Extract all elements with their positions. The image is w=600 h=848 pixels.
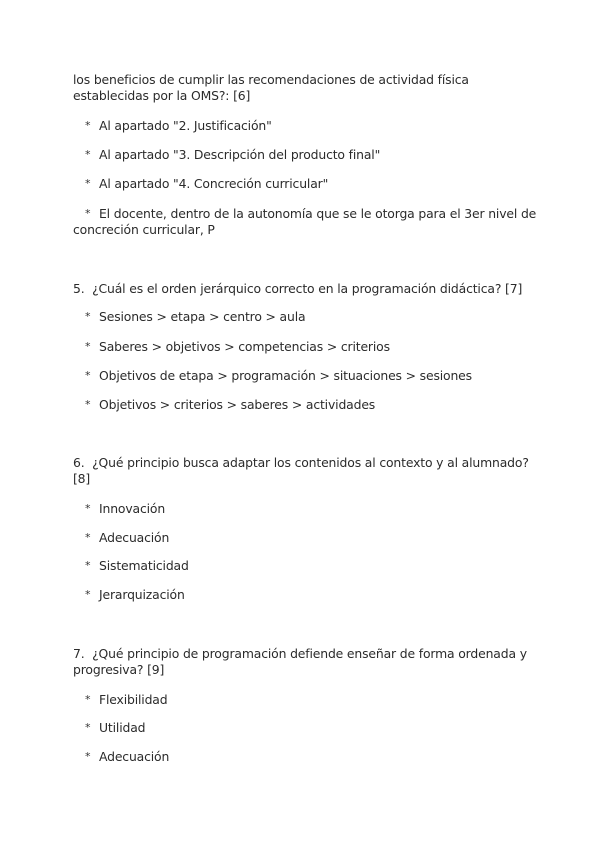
option-text: Objetivos de etapa > programación > situaciones > sesiones [99, 368, 472, 383]
question-6-option [73, 501, 543, 517]
option-text: Innovación [99, 501, 166, 516]
bullet-icon: * [85, 502, 91, 515]
bullet-icon: * [85, 531, 91, 544]
bullet-icon: * [85, 340, 91, 353]
option-text: Al apartado "3. Descripción del producto final" [99, 147, 381, 162]
intro-option [73, 118, 543, 134]
intro-text: los beneficios de cumplir las recomendaciones de actividad física establecidas por la OMS?: [6] [73, 72, 469, 103]
question-5-option [73, 309, 543, 325]
question-7-option [73, 692, 543, 708]
question-text: ¿Qué principio busca adaptar los contenidos al contexto y al alumnado? [8] [73, 455, 529, 486]
question-7 [73, 646, 543, 678]
option-text: Saberes > objetivos > competencias > criterios [99, 339, 390, 354]
question-5-option [73, 339, 543, 355]
question-6 [73, 455, 543, 487]
bullet-icon: * [85, 369, 91, 382]
bullet-icon: * [85, 693, 91, 706]
question-text: ¿Cuál es el orden jerárquico correcto en la programación didáctica? [7] [92, 281, 523, 296]
bullet-icon: * [85, 148, 91, 161]
question-6-option [73, 530, 543, 546]
bullet-icon: * [85, 119, 91, 132]
bullet-icon: * [85, 559, 91, 572]
question-5-option [73, 368, 543, 384]
question-5-option [73, 397, 543, 413]
question-7-option [73, 749, 543, 765]
intro-option [73, 206, 543, 238]
question-number: 7. [73, 646, 85, 661]
question-5 [73, 281, 543, 297]
option-text: Jerarquización [99, 587, 185, 602]
question-number: 6. [73, 455, 85, 470]
option-text: Objetivos > criterios > saberes > actividades [99, 397, 376, 412]
intro-option [73, 176, 543, 192]
option-text: Sistematicidad [99, 558, 189, 573]
bullet-icon: * [85, 588, 91, 601]
option-text: El docente, dentro de la autonomía que se le otorga para el 3er nivel de concreción curricular, P [73, 206, 537, 237]
option-text: Utilidad [99, 720, 146, 735]
option-text: Flexibilidad [99, 692, 168, 707]
bullet-icon: * [85, 750, 91, 763]
intro-option [73, 147, 543, 163]
option-text: Adecuación [99, 530, 170, 545]
question-text: ¿Qué principio de programación defiende enseñar de forma ordenada y progresiva? [9] [73, 646, 527, 677]
question-6-option [73, 587, 543, 603]
option-text: Al apartado "2. Justificación" [99, 118, 272, 133]
bullet-icon: * [85, 310, 91, 323]
option-text: Sesiones > etapa > centro > aula [99, 309, 306, 324]
question-number: 5. [73, 281, 85, 296]
bullet-icon: * [85, 398, 91, 411]
intro-block [73, 72, 543, 104]
bullet-icon: * [85, 207, 91, 220]
question-7-option [73, 720, 543, 736]
option-text: Al apartado "4. Concreción curricular" [99, 176, 329, 191]
option-text: Adecuación [99, 749, 170, 764]
bullet-icon: * [85, 177, 91, 190]
bullet-icon: * [85, 721, 91, 734]
question-6-option [73, 558, 543, 574]
